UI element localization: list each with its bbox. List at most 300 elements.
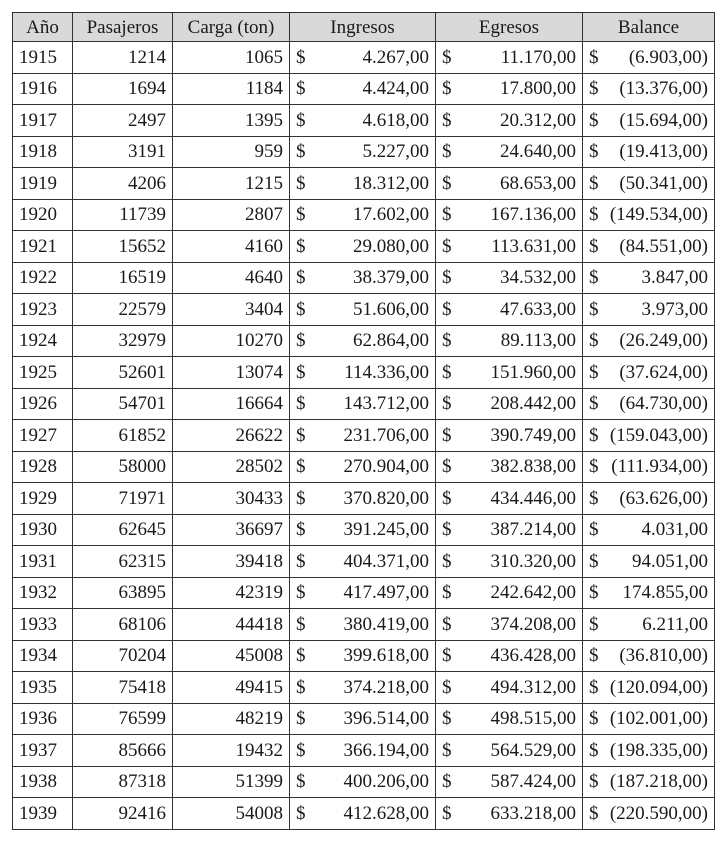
- currency-symbol: $: [589, 487, 599, 509]
- amount-value: 310.320,00: [490, 550, 576, 572]
- balance-cell: [583, 735, 715, 767]
- balance-cell: [583, 609, 715, 641]
- amount-value: 400.206,00: [343, 771, 429, 793]
- cargo-cell: 1065: [173, 42, 290, 74]
- table-row: [13, 672, 715, 704]
- year-cell: 1926: [13, 388, 73, 420]
- balance-cell: [583, 262, 715, 294]
- passengers-cell: 85666: [73, 735, 173, 767]
- expenses-cell: [436, 577, 583, 609]
- balance-cell: [583, 231, 715, 263]
- currency-symbol: $: [296, 550, 306, 572]
- cargo-cell: 39418: [173, 546, 290, 578]
- currency-symbol: $: [296, 141, 306, 163]
- expenses-cell: [436, 136, 583, 168]
- balance-cell: [583, 294, 715, 326]
- table-row: [13, 451, 715, 483]
- cargo-cell: 28502: [173, 451, 290, 483]
- passengers-cell: 22579: [73, 294, 173, 326]
- amount-value: 167.136,00: [490, 204, 576, 226]
- currency-symbol: $: [589, 46, 599, 68]
- amount-value: 382.838,00: [490, 456, 576, 478]
- balance-cell: [583, 766, 715, 798]
- currency-symbol: $: [442, 172, 452, 194]
- currency-symbol: $: [589, 109, 599, 131]
- amount-value: (149.534,00): [609, 204, 708, 226]
- income-cell: [290, 325, 436, 357]
- income-cell: [290, 105, 436, 137]
- expenses-cell: [436, 168, 583, 200]
- year-cell: 1931: [13, 546, 73, 578]
- currency-symbol: $: [296, 802, 306, 824]
- passengers-cell: 16519: [73, 262, 173, 294]
- income-cell: [290, 798, 436, 830]
- cargo-cell: 42319: [173, 577, 290, 609]
- expenses-cell: [436, 388, 583, 420]
- amount-value: 270.904,00: [343, 456, 429, 478]
- year-cell: 1935: [13, 672, 73, 704]
- expenses-cell: [436, 672, 583, 704]
- amount-value: 24.640,00: [500, 141, 576, 163]
- currency-symbol: $: [296, 267, 306, 289]
- currency-symbol: $: [589, 802, 599, 824]
- expenses-cell: [436, 703, 583, 735]
- income-cell: [290, 168, 436, 200]
- passengers-cell: 61852: [73, 420, 173, 452]
- currency-symbol: $: [442, 46, 452, 68]
- amount-value: 404.371,00: [343, 550, 429, 572]
- currency-symbol: $: [442, 645, 452, 667]
- amount-value: 20.312,00: [500, 109, 576, 131]
- amount-value: 94.051,00: [632, 550, 708, 572]
- year-cell: 1924: [13, 325, 73, 357]
- year-cell: 1919: [13, 168, 73, 200]
- currency-symbol: $: [442, 298, 452, 320]
- year-cell: 1939: [13, 798, 73, 830]
- amount-value: 498.515,00: [490, 708, 576, 730]
- currency-symbol: $: [589, 519, 599, 541]
- amount-value: (64.730,00): [619, 393, 708, 415]
- amount-value: 38.379,00: [353, 267, 429, 289]
- amount-value: 242.642,00: [490, 582, 576, 604]
- cargo-cell: 54008: [173, 798, 290, 830]
- currency-symbol: $: [296, 298, 306, 320]
- year-cell: 1932: [13, 577, 73, 609]
- currency-symbol: $: [589, 550, 599, 572]
- currency-symbol: $: [296, 645, 306, 667]
- amount-value: 436.428,00: [490, 645, 576, 667]
- passengers-cell: 1694: [73, 73, 173, 105]
- amount-value: 396.514,00: [343, 708, 429, 730]
- table-row: [13, 798, 715, 830]
- income-cell: [290, 640, 436, 672]
- currency-symbol: $: [589, 172, 599, 194]
- amount-value: 3.973,00: [641, 298, 708, 320]
- cargo-cell: 1215: [173, 168, 290, 200]
- currency-symbol: $: [589, 424, 599, 446]
- cargo-cell: 44418: [173, 609, 290, 641]
- year-cell: 1922: [13, 262, 73, 294]
- year-cell: 1936: [13, 703, 73, 735]
- income-cell: [290, 136, 436, 168]
- income-cell: [290, 199, 436, 231]
- year-cell: 1916: [13, 73, 73, 105]
- currency-symbol: $: [589, 78, 599, 100]
- amount-value: 494.312,00: [490, 676, 576, 698]
- year-cell: 1937: [13, 735, 73, 767]
- amount-value: 17.800,00: [500, 78, 576, 100]
- balance-cell: [583, 798, 715, 830]
- currency-symbol: $: [442, 519, 452, 541]
- currency-symbol: $: [296, 330, 306, 352]
- passengers-cell: 92416: [73, 798, 173, 830]
- cargo-cell: 4160: [173, 231, 290, 263]
- expenses-cell: [436, 420, 583, 452]
- passengers-cell: 68106: [73, 609, 173, 641]
- balance-cell: [583, 357, 715, 389]
- amount-value: (15.694,00): [619, 109, 708, 131]
- currency-symbol: $: [589, 708, 599, 730]
- balance-cell: [583, 325, 715, 357]
- amount-value: (19.413,00): [619, 141, 708, 163]
- passengers-cell: 71971: [73, 483, 173, 515]
- balance-cell: [583, 105, 715, 137]
- income-cell: [290, 735, 436, 767]
- passengers-cell: 32979: [73, 325, 173, 357]
- currency-symbol: $: [442, 235, 452, 257]
- currency-symbol: $: [442, 204, 452, 226]
- expenses-cell: [436, 451, 583, 483]
- amount-value: (111.934,00): [611, 456, 708, 478]
- currency-symbol: $: [442, 361, 452, 383]
- expenses-cell: [436, 514, 583, 546]
- currency-symbol: $: [589, 204, 599, 226]
- income-cell: [290, 357, 436, 389]
- amount-value: (84.551,00): [619, 235, 708, 257]
- income-cell: [290, 577, 436, 609]
- header-cargo: Carga (ton): [173, 13, 290, 42]
- amount-value: 208.442,00: [490, 393, 576, 415]
- amount-value: (13.376,00): [619, 78, 708, 100]
- cargo-cell: 959: [173, 136, 290, 168]
- amount-value: 6.211,00: [642, 613, 708, 635]
- amount-value: (50.341,00): [619, 172, 708, 194]
- amount-value: 5.227,00: [362, 141, 429, 163]
- amount-value: 113.631,00: [491, 235, 576, 257]
- currency-symbol: $: [442, 267, 452, 289]
- currency-symbol: $: [589, 361, 599, 383]
- table-row: [13, 262, 715, 294]
- currency-symbol: $: [442, 771, 452, 793]
- year-cell: 1927: [13, 420, 73, 452]
- expenses-cell: [436, 798, 583, 830]
- header-income: Ingresos: [290, 13, 436, 42]
- header-row: [13, 13, 715, 42]
- currency-symbol: $: [589, 330, 599, 352]
- amount-value: (187.218,00): [609, 771, 708, 793]
- data-table: [12, 12, 715, 830]
- currency-symbol: $: [296, 393, 306, 415]
- amount-value: 68.653,00: [500, 172, 576, 194]
- currency-symbol: $: [442, 141, 452, 163]
- currency-symbol: $: [296, 487, 306, 509]
- table-row: [13, 483, 715, 515]
- balance-cell: [583, 136, 715, 168]
- currency-symbol: $: [589, 456, 599, 478]
- table-row: [13, 231, 715, 263]
- year-cell: 1933: [13, 609, 73, 641]
- amount-value: 391.245,00: [343, 519, 429, 541]
- year-cell: 1928: [13, 451, 73, 483]
- passengers-cell: 2497: [73, 105, 173, 137]
- currency-symbol: $: [589, 771, 599, 793]
- amount-value: 151.960,00: [490, 361, 576, 383]
- balance-cell: [583, 514, 715, 546]
- currency-symbol: $: [589, 267, 599, 289]
- amount-value: 387.214,00: [490, 519, 576, 541]
- header-expenses: Egresos: [436, 13, 583, 42]
- currency-symbol: $: [442, 613, 452, 635]
- table-row: [13, 168, 715, 200]
- balance-cell: [583, 388, 715, 420]
- table-row: [13, 105, 715, 137]
- expenses-cell: [436, 294, 583, 326]
- cargo-cell: 16664: [173, 388, 290, 420]
- amount-value: 366.194,00: [343, 739, 429, 761]
- currency-symbol: $: [296, 109, 306, 131]
- amount-value: 114.336,00: [344, 361, 429, 383]
- amount-value: (26.249,00): [619, 330, 708, 352]
- passengers-cell: 63895: [73, 577, 173, 609]
- amount-value: (159.043,00): [609, 424, 708, 446]
- amount-value: 231.706,00: [343, 424, 429, 446]
- table-row: [13, 766, 715, 798]
- balance-cell: [583, 42, 715, 74]
- currency-symbol: $: [589, 393, 599, 415]
- income-cell: [290, 703, 436, 735]
- table-row: [13, 357, 715, 389]
- income-cell: [290, 262, 436, 294]
- cargo-cell: 48219: [173, 703, 290, 735]
- amount-value: 374.218,00: [343, 676, 429, 698]
- amount-value: 412.628,00: [343, 802, 429, 824]
- table-row: [13, 546, 715, 578]
- table-row: [13, 703, 715, 735]
- income-cell: [290, 451, 436, 483]
- currency-symbol: $: [296, 456, 306, 478]
- currency-symbol: $: [442, 550, 452, 572]
- income-cell: [290, 388, 436, 420]
- income-cell: [290, 42, 436, 74]
- year-cell: 1930: [13, 514, 73, 546]
- currency-symbol: $: [442, 330, 452, 352]
- income-cell: [290, 294, 436, 326]
- cargo-cell: 49415: [173, 672, 290, 704]
- expenses-cell: [436, 105, 583, 137]
- income-cell: [290, 514, 436, 546]
- income-cell: [290, 231, 436, 263]
- balance-cell: [583, 168, 715, 200]
- table-row: [13, 577, 715, 609]
- currency-symbol: $: [442, 582, 452, 604]
- balance-cell: [583, 483, 715, 515]
- expenses-cell: [436, 357, 583, 389]
- table-row: [13, 294, 715, 326]
- amount-value: (120.094,00): [609, 676, 708, 698]
- income-cell: [290, 420, 436, 452]
- currency-symbol: $: [296, 46, 306, 68]
- passengers-cell: 4206: [73, 168, 173, 200]
- table-row: [13, 735, 715, 767]
- income-cell: [290, 766, 436, 798]
- expenses-cell: [436, 609, 583, 641]
- expenses-cell: [436, 766, 583, 798]
- passengers-cell: 76599: [73, 703, 173, 735]
- income-cell: [290, 483, 436, 515]
- balance-cell: [583, 420, 715, 452]
- cargo-cell: 30433: [173, 483, 290, 515]
- amount-value: 17.602,00: [353, 204, 429, 226]
- amount-value: (6.903,00): [628, 46, 708, 68]
- table-row: [13, 420, 715, 452]
- amount-value: 3.847,00: [641, 267, 708, 289]
- year-cell: 1923: [13, 294, 73, 326]
- year-cell: 1915: [13, 42, 73, 74]
- amount-value: (36.810,00): [619, 645, 708, 667]
- passengers-cell: 11739: [73, 199, 173, 231]
- amount-value: 51.606,00: [353, 298, 429, 320]
- currency-symbol: $: [589, 141, 599, 163]
- balance-cell: [583, 672, 715, 704]
- balance-cell: [583, 546, 715, 578]
- amount-value: 174.855,00: [622, 582, 708, 604]
- year-cell: 1934: [13, 640, 73, 672]
- table-row: [13, 388, 715, 420]
- header-passengers: Pasajeros: [73, 13, 173, 42]
- expenses-cell: [436, 262, 583, 294]
- currency-symbol: $: [296, 739, 306, 761]
- amount-value: (37.624,00): [619, 361, 708, 383]
- currency-symbol: $: [589, 298, 599, 320]
- amount-value: 374.208,00: [490, 613, 576, 635]
- amount-value: 18.312,00: [353, 172, 429, 194]
- currency-symbol: $: [296, 613, 306, 635]
- currency-symbol: $: [442, 424, 452, 446]
- year-cell: 1938: [13, 766, 73, 798]
- amount-value: 4.424,00: [362, 78, 429, 100]
- currency-symbol: $: [589, 582, 599, 604]
- balance-cell: [583, 199, 715, 231]
- amount-value: 47.633,00: [500, 298, 576, 320]
- currency-symbol: $: [442, 109, 452, 131]
- currency-symbol: $: [296, 361, 306, 383]
- expenses-cell: [436, 483, 583, 515]
- passengers-cell: 58000: [73, 451, 173, 483]
- currency-symbol: $: [296, 708, 306, 730]
- table-row: [13, 514, 715, 546]
- currency-symbol: $: [296, 676, 306, 698]
- currency-symbol: $: [296, 582, 306, 604]
- cargo-cell: 1395: [173, 105, 290, 137]
- amount-value: 564.529,00: [490, 739, 576, 761]
- amount-value: 434.446,00: [490, 487, 576, 509]
- cargo-cell: 51399: [173, 766, 290, 798]
- cargo-cell: 26622: [173, 420, 290, 452]
- table-row: [13, 42, 715, 74]
- currency-symbol: $: [442, 78, 452, 100]
- amount-value: 143.712,00: [343, 393, 429, 415]
- table-row: [13, 640, 715, 672]
- cargo-cell: 36697: [173, 514, 290, 546]
- amount-value: 34.532,00: [500, 267, 576, 289]
- table-row: [13, 325, 715, 357]
- income-cell: [290, 73, 436, 105]
- balance-cell: [583, 577, 715, 609]
- passengers-cell: 87318: [73, 766, 173, 798]
- amount-value: 4.031,00: [641, 519, 708, 541]
- currency-symbol: $: [442, 393, 452, 415]
- expenses-cell: [436, 73, 583, 105]
- table-header: [13, 13, 715, 42]
- amount-value: (198.335,00): [609, 739, 708, 761]
- currency-symbol: $: [589, 676, 599, 698]
- header-year: Año: [13, 13, 73, 42]
- table-row: [13, 609, 715, 641]
- cargo-cell: 19432: [173, 735, 290, 767]
- passengers-cell: 70204: [73, 640, 173, 672]
- cargo-cell: 13074: [173, 357, 290, 389]
- amount-value: 4.267,00: [362, 46, 429, 68]
- amount-value: 62.864,00: [353, 330, 429, 352]
- amount-value: 587.424,00: [490, 771, 576, 793]
- currency-symbol: $: [589, 739, 599, 761]
- income-cell: [290, 546, 436, 578]
- year-cell: 1918: [13, 136, 73, 168]
- expenses-cell: [436, 546, 583, 578]
- currency-symbol: $: [296, 204, 306, 226]
- income-cell: [290, 672, 436, 704]
- cargo-cell: 45008: [173, 640, 290, 672]
- currency-symbol: $: [442, 487, 452, 509]
- balance-cell: [583, 703, 715, 735]
- cargo-cell: 10270: [173, 325, 290, 357]
- currency-symbol: $: [296, 78, 306, 100]
- amount-value: 633.218,00: [490, 802, 576, 824]
- expenses-cell: [436, 42, 583, 74]
- table-row: [13, 199, 715, 231]
- expenses-cell: [436, 640, 583, 672]
- currency-symbol: $: [442, 708, 452, 730]
- table-row: [13, 73, 715, 105]
- expenses-cell: [436, 735, 583, 767]
- cargo-cell: 1184: [173, 73, 290, 105]
- header-balance: Balance: [583, 13, 715, 42]
- currency-symbol: $: [442, 802, 452, 824]
- currency-symbol: $: [442, 456, 452, 478]
- currency-symbol: $: [442, 676, 452, 698]
- amount-value: (63.626,00): [619, 487, 708, 509]
- passengers-cell: 62645: [73, 514, 173, 546]
- currency-symbol: $: [296, 519, 306, 541]
- currency-symbol: $: [296, 235, 306, 257]
- amount-value: 399.618,00: [343, 645, 429, 667]
- currency-symbol: $: [296, 771, 306, 793]
- balance-cell: [583, 640, 715, 672]
- amount-value: 4.618,00: [362, 109, 429, 131]
- table-body: [13, 42, 715, 830]
- passengers-cell: 54701: [73, 388, 173, 420]
- passengers-cell: 1214: [73, 42, 173, 74]
